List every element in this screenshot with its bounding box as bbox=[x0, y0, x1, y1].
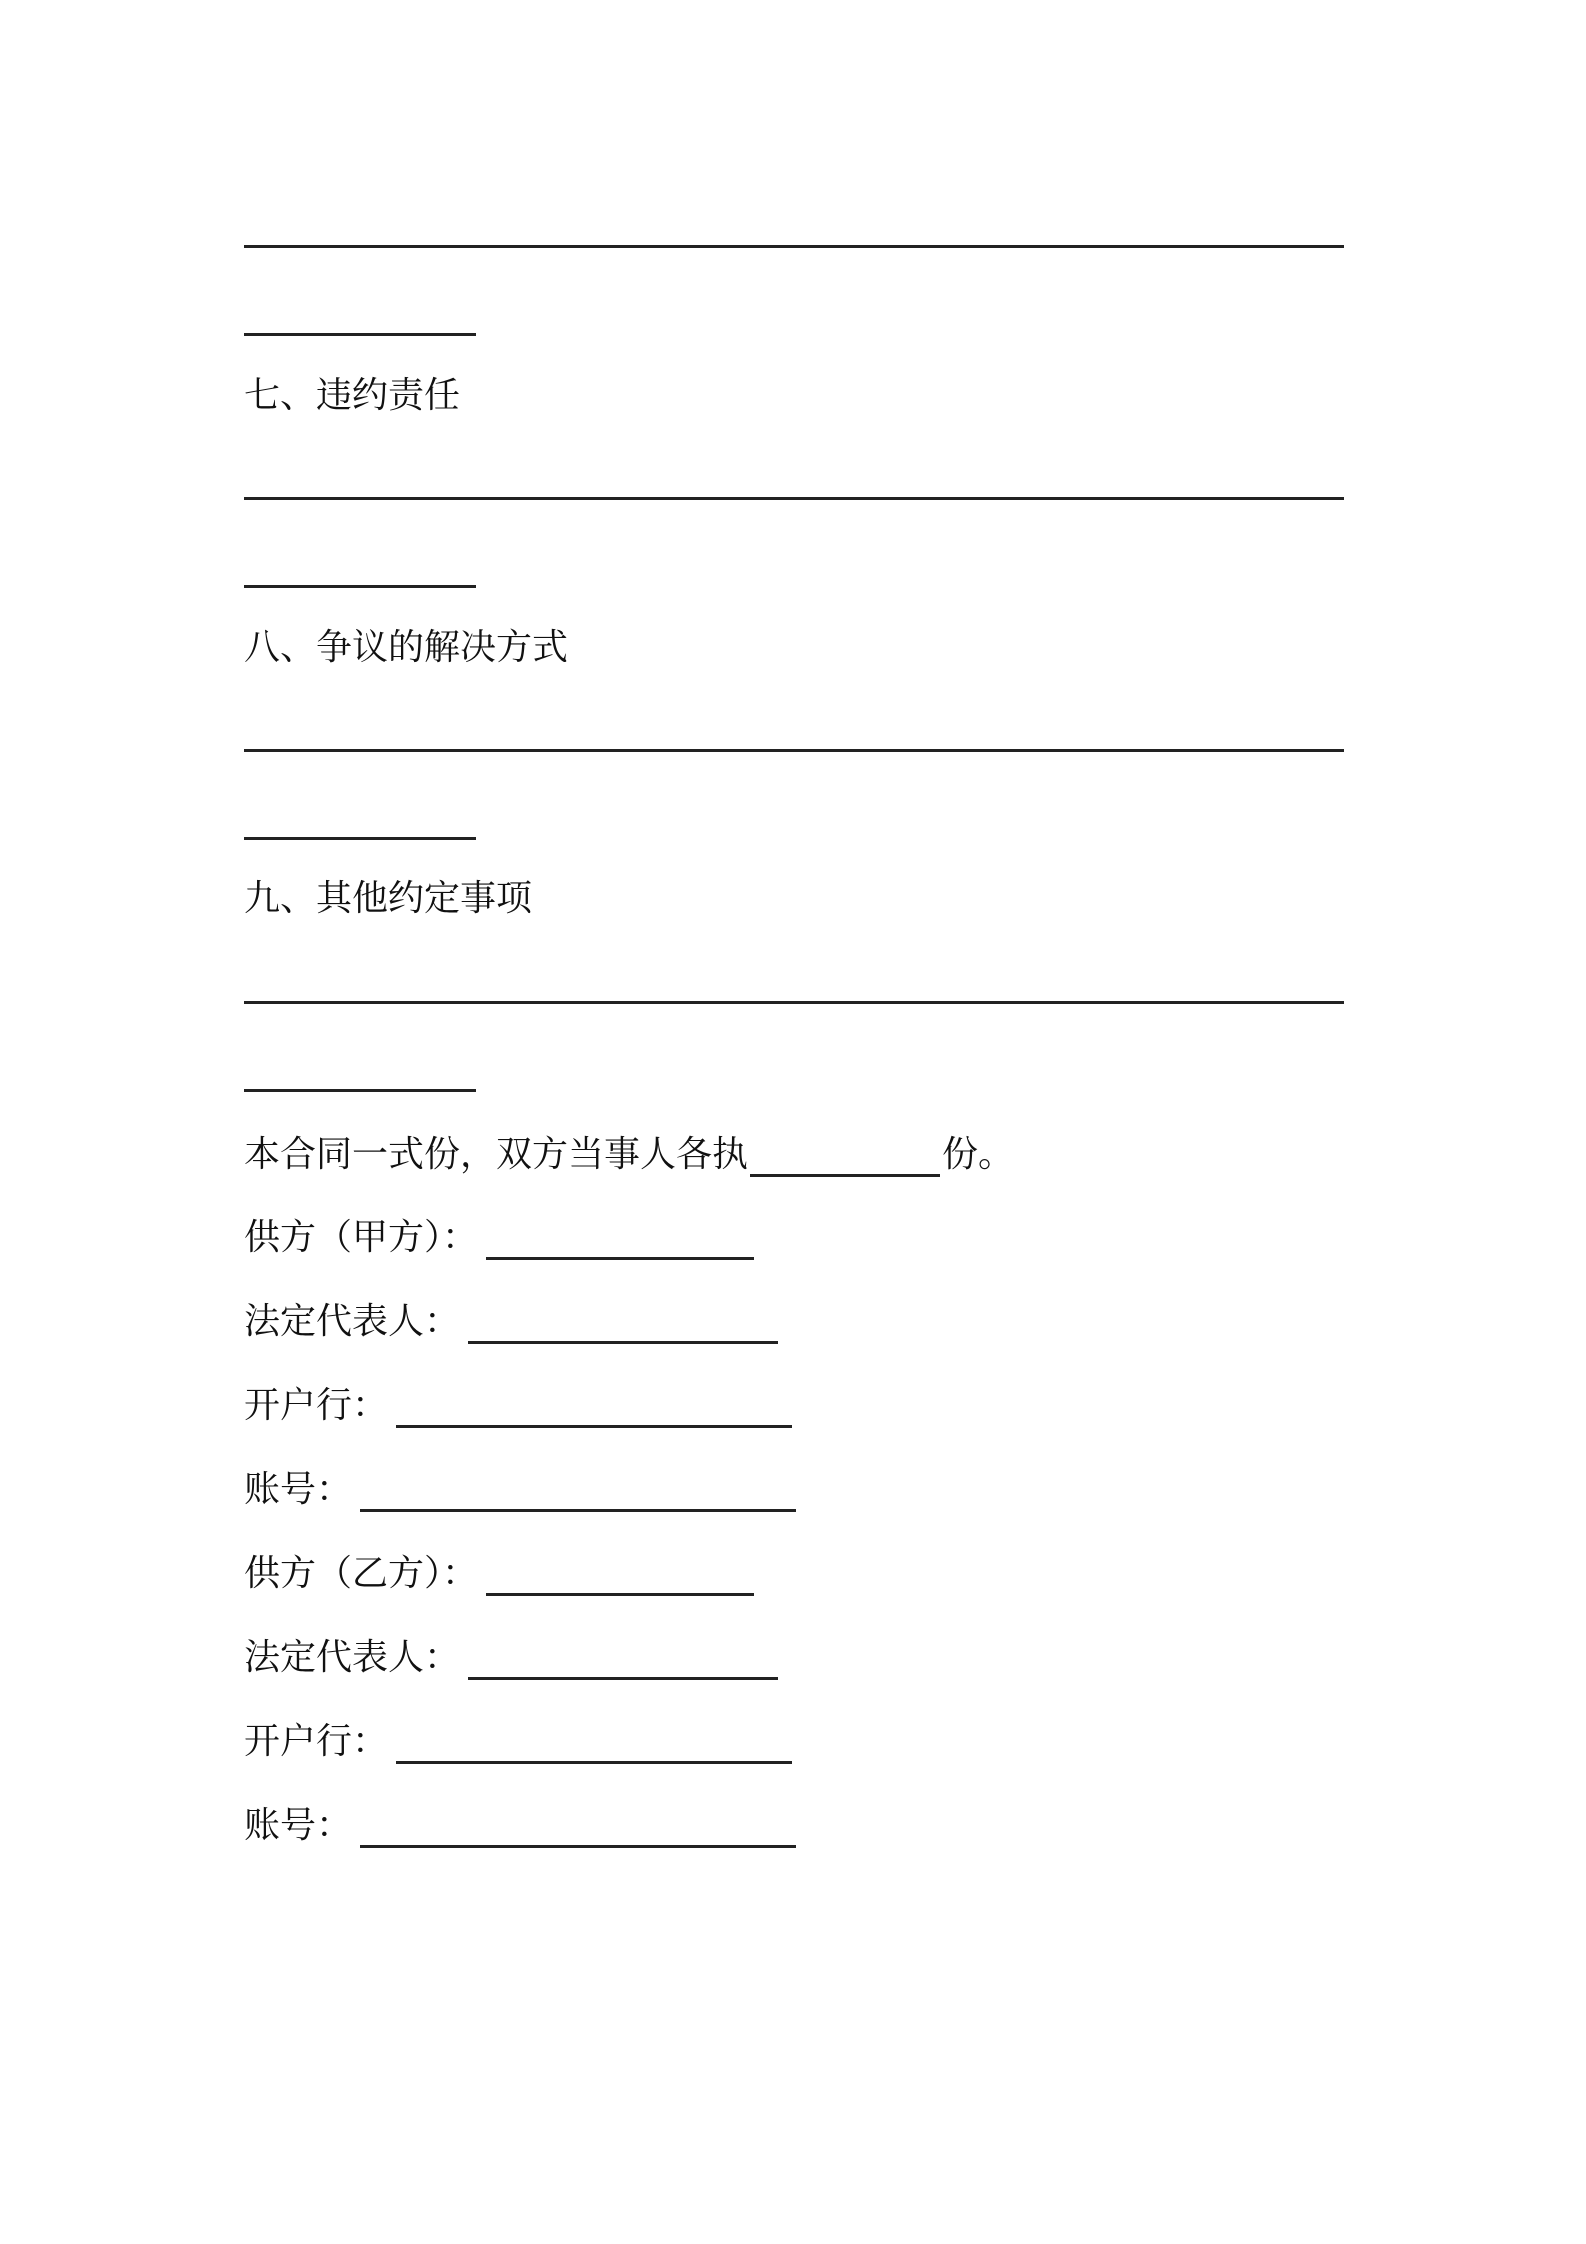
party-a-account-blank[interactable] bbox=[360, 1475, 796, 1512]
party-b-rep-blank[interactable] bbox=[468, 1643, 778, 1680]
section-heading-other-matters: 九、其他约定事项 bbox=[244, 878, 533, 919]
party-b-account-blank[interactable] bbox=[360, 1811, 796, 1848]
blank-line[interactable] bbox=[244, 245, 1344, 248]
party-a-rep-label: 法定代表人： bbox=[244, 1301, 461, 1342]
party-a-name-blank[interactable] bbox=[486, 1223, 754, 1260]
party-a-name-label: 供方（甲方）： bbox=[244, 1217, 479, 1258]
section-heading-dispute-resolution: 八、争议的解决方式 bbox=[244, 627, 569, 668]
copies-text-after: 份。 bbox=[942, 1134, 1015, 1175]
party-b-account-field bbox=[244, 1804, 796, 1848]
party-a-bank-label: 开户行： bbox=[244, 1385, 389, 1426]
party-b-name-label: 供方（乙方）： bbox=[244, 1553, 479, 1594]
blank-line[interactable] bbox=[244, 837, 476, 840]
party-a-name-field bbox=[244, 1216, 754, 1260]
party-b-rep-field bbox=[244, 1636, 778, 1680]
blank-line[interactable] bbox=[244, 333, 476, 336]
section-heading-breach-liability: 七、违约责任 bbox=[244, 375, 461, 416]
blank-line[interactable] bbox=[244, 1089, 476, 1092]
copies-text-before: 本合同一式份，双方当事人各执 bbox=[244, 1134, 749, 1175]
blank-line[interactable] bbox=[244, 1001, 1344, 1004]
party-b-bank-field bbox=[244, 1720, 792, 1764]
copies-count-blank[interactable] bbox=[750, 1140, 940, 1177]
party-a-account-label: 账号： bbox=[244, 1469, 353, 1510]
party-a-rep-blank[interactable] bbox=[468, 1307, 778, 1344]
party-a-account-field bbox=[244, 1468, 796, 1512]
party-b-account-label: 账号： bbox=[244, 1805, 353, 1846]
copies-statement bbox=[244, 1133, 1014, 1177]
party-b-bank-label: 开户行： bbox=[244, 1721, 389, 1762]
blank-line[interactable] bbox=[244, 585, 476, 588]
party-b-bank-blank[interactable] bbox=[396, 1727, 792, 1764]
party-b-rep-label: 法定代表人： bbox=[244, 1637, 461, 1678]
blank-line[interactable] bbox=[244, 497, 1344, 500]
party-a-rep-field bbox=[244, 1300, 778, 1344]
party-a-bank-field bbox=[244, 1384, 792, 1428]
blank-line[interactable] bbox=[244, 749, 1344, 752]
party-b-name-blank[interactable] bbox=[486, 1559, 754, 1596]
party-b-name-field bbox=[244, 1552, 754, 1596]
party-a-bank-blank[interactable] bbox=[396, 1391, 792, 1428]
